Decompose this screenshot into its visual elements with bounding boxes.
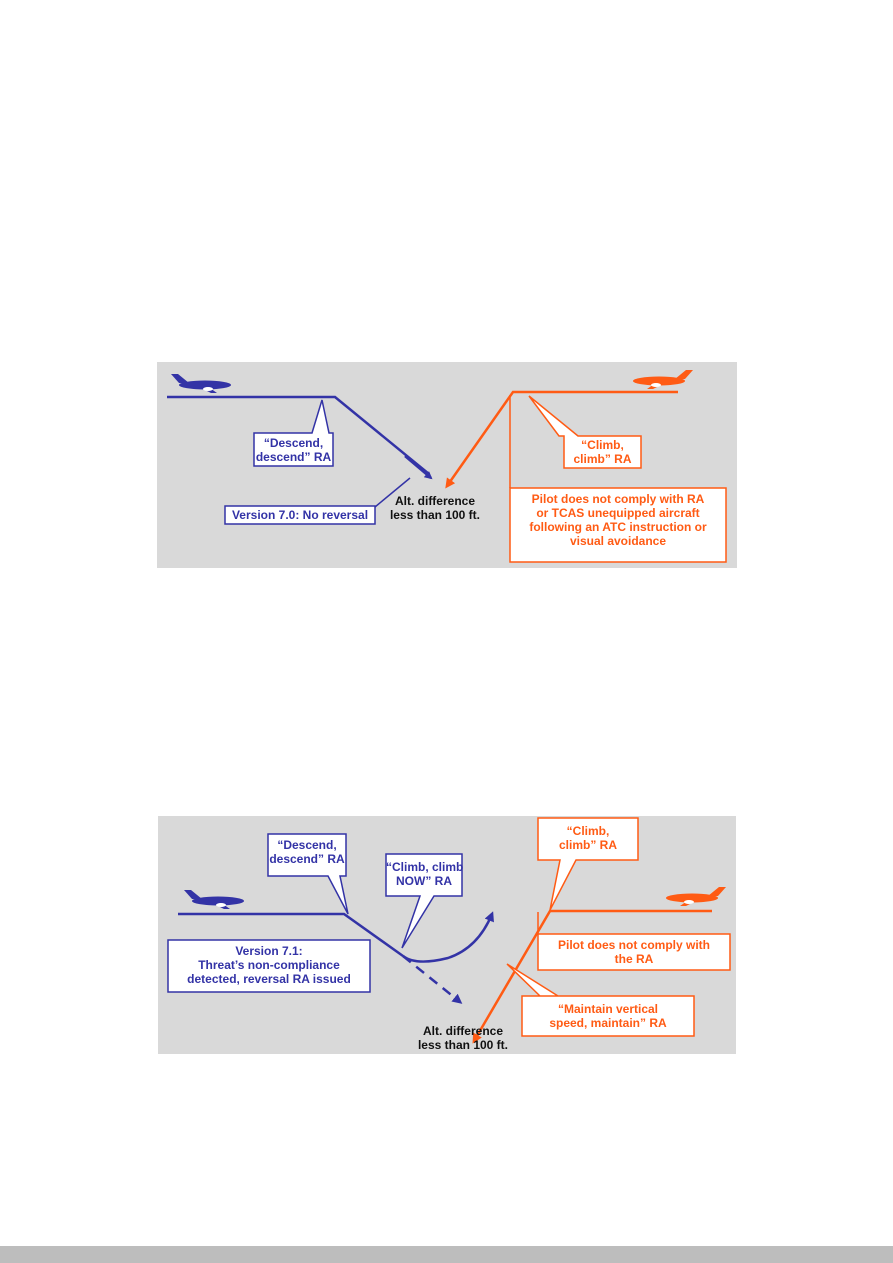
own-projected-path [403,956,460,1002]
threat-callout-text: “Climb, climb” RA [558,824,617,852]
own-callout-text: “Descend, descend” RA [255,436,332,464]
threat-note-text: Pilot does not comply with the RA [557,938,710,966]
page-footer-bar [0,1246,893,1263]
diagram-panel-v71 [158,816,736,1054]
alt-difference-label: Alt. difference less than 100 ft. [389,494,481,522]
threat-flight-path [447,392,678,486]
threat-aircraft-icon [666,887,726,906]
own-path-arrow [405,456,431,478]
own-aircraft-icon [184,890,244,909]
alt-difference-label: Alt. difference less than 100 ft. [417,1024,509,1052]
threat-callout-text: “Climb, climb” RA [573,438,632,466]
version-text: Version 7.1: Threat’s non-compliance detected, reversal RA issued [187,944,351,986]
diagram-panel-v70 [157,362,737,568]
version-label: Version 7.0: No reversal [231,508,369,522]
own-aircraft-icon [171,374,231,393]
reversal-callout-text: “Climb, climb NOW” RA [386,860,464,888]
threat-aircraft-icon [633,370,693,389]
maintain-callout-text: “Maintain vertical speed, maintain” RA [549,1002,667,1030]
threat-note-text: Pilot does not comply with RA or TCAS unequipped aircraft following an ATC instruction or visual avoidance [529,492,707,548]
own-callout-text: “Descend, descend” RA [269,838,345,866]
